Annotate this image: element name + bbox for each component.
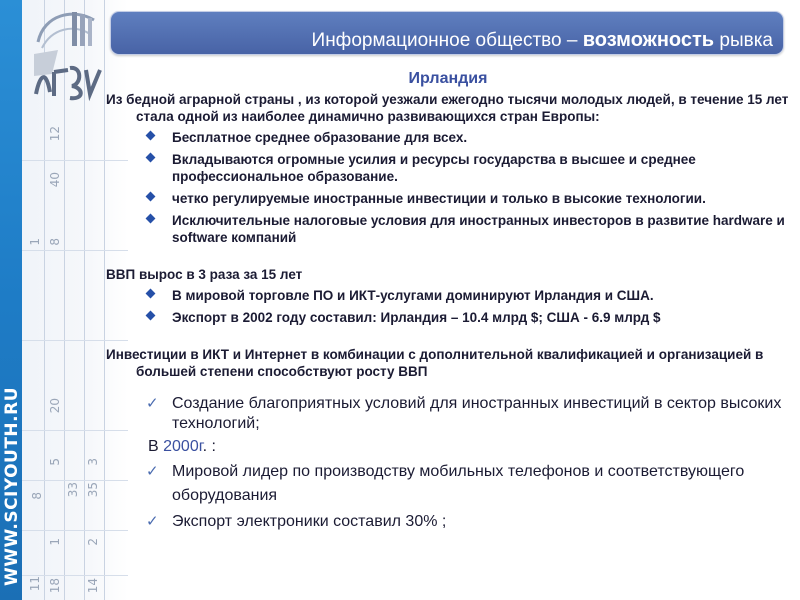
list-item <box>106 129 790 146</box>
diamond-bullet-icon <box>146 214 156 224</box>
title-part-1: Информационное общество – <box>311 30 578 51</box>
list-item-text: Создание благоприятных условий для иностранных инвестиций в сектор высоких технологий; <box>172 395 782 432</box>
investment-paragraph: Инвестиции в ИКТ и Интернет в комбинации с дополнительной квалификацией и организацией в большей степени способствуют росту ВВП <box>106 347 764 379</box>
title-banner <box>110 11 784 55</box>
side-number: 2 <box>86 538 100 546</box>
section-heading: Ирландия <box>408 70 488 87</box>
gdp-paragraph: ВВП вырос в 3 раза за 15 лет <box>106 267 303 282</box>
year-suffix: . : <box>202 438 216 455</box>
intro-paragraph: Из бедной аграрной страны , из которой уезжали ежегодно тысячи молодых людей, в течение 15 лет стала одной из наиболее динамично развивающихся стран Европы: <box>106 92 789 124</box>
diamond-bullet-icon <box>146 311 156 321</box>
side-number: 11 <box>28 576 42 592</box>
intro-bullet-list <box>106 129 790 246</box>
side-blue-bar <box>0 0 22 600</box>
slide-title <box>312 29 773 52</box>
checkmark-icon: ✓ <box>146 513 159 530</box>
year-bullet-list <box>106 460 790 532</box>
side-number: 8 <box>48 238 62 246</box>
diamond-bullet-icon <box>146 131 156 141</box>
year-value: 2000г <box>163 438 203 455</box>
side-number: 14 <box>86 578 100 594</box>
diamond-bullet-icon <box>146 289 156 299</box>
list-item-text: Экспорт электроники составил 30% ; <box>172 513 447 530</box>
year-subheading <box>106 438 790 456</box>
side-number: 33 <box>66 482 80 498</box>
list-item <box>106 212 790 246</box>
list-item <box>106 151 790 185</box>
list-item-text: Бесплатное среднее образование для всех. <box>172 130 468 145</box>
title-part-2: рывка <box>719 30 773 51</box>
list-item <box>106 512 790 532</box>
list-item <box>106 190 790 207</box>
list-item-text: Экспорт в 2002 году составил: Ирландия – 10.4 млрд $; США - 6.9 млрд $ <box>172 310 661 325</box>
checkmark-icon: ✓ <box>146 463 159 480</box>
year-prefix: В <box>148 438 164 455</box>
side-number: 8 <box>30 492 44 500</box>
side-number: 1 <box>28 238 42 246</box>
list-item-text: четко регулируемые иностранные инвестиции и только в высокие технологии. <box>172 191 706 206</box>
side-number: 35 <box>86 482 100 498</box>
side-number: 20 <box>48 398 62 414</box>
list-item <box>106 394 790 434</box>
diamond-bullet-icon <box>146 192 156 202</box>
side-number: 40 <box>48 172 62 188</box>
list-item <box>106 309 790 326</box>
side-number: 5 <box>48 458 62 466</box>
university-logo <box>28 4 106 104</box>
slide-content <box>106 70 790 536</box>
list-item <box>106 460 790 508</box>
checkmark-icon: ✓ <box>146 395 159 412</box>
gdp-bullet-list <box>106 287 790 326</box>
list-item <box>106 287 790 304</box>
big-bullet-list <box>106 394 790 434</box>
side-number: 3 <box>86 458 100 466</box>
list-item-text: Исключительные налоговые условия для иностранных инвесторов в развитие hardware и software компаний <box>172 213 785 245</box>
side-number: 1 <box>48 538 62 546</box>
title-emphasis: возможность <box>582 29 715 51</box>
site-url-vertical: WWW.SCIYOUTH.RU <box>2 386 22 586</box>
diamond-bullet-icon <box>146 153 156 163</box>
side-number: 18 <box>48 578 62 594</box>
list-item-text: Мировой лидер по производству мобильных телефонов и соответствующего оборудования <box>172 463 745 504</box>
list-item-text: В мировой торговле ПО и ИКТ-услугами доминируют Ирландия и США. <box>172 288 654 303</box>
side-number: 12 <box>48 126 62 142</box>
list-item-text: Вкладываются огромные усилия и ресурсы государства в высшее и среднее профессиональное образование. <box>172 152 696 184</box>
